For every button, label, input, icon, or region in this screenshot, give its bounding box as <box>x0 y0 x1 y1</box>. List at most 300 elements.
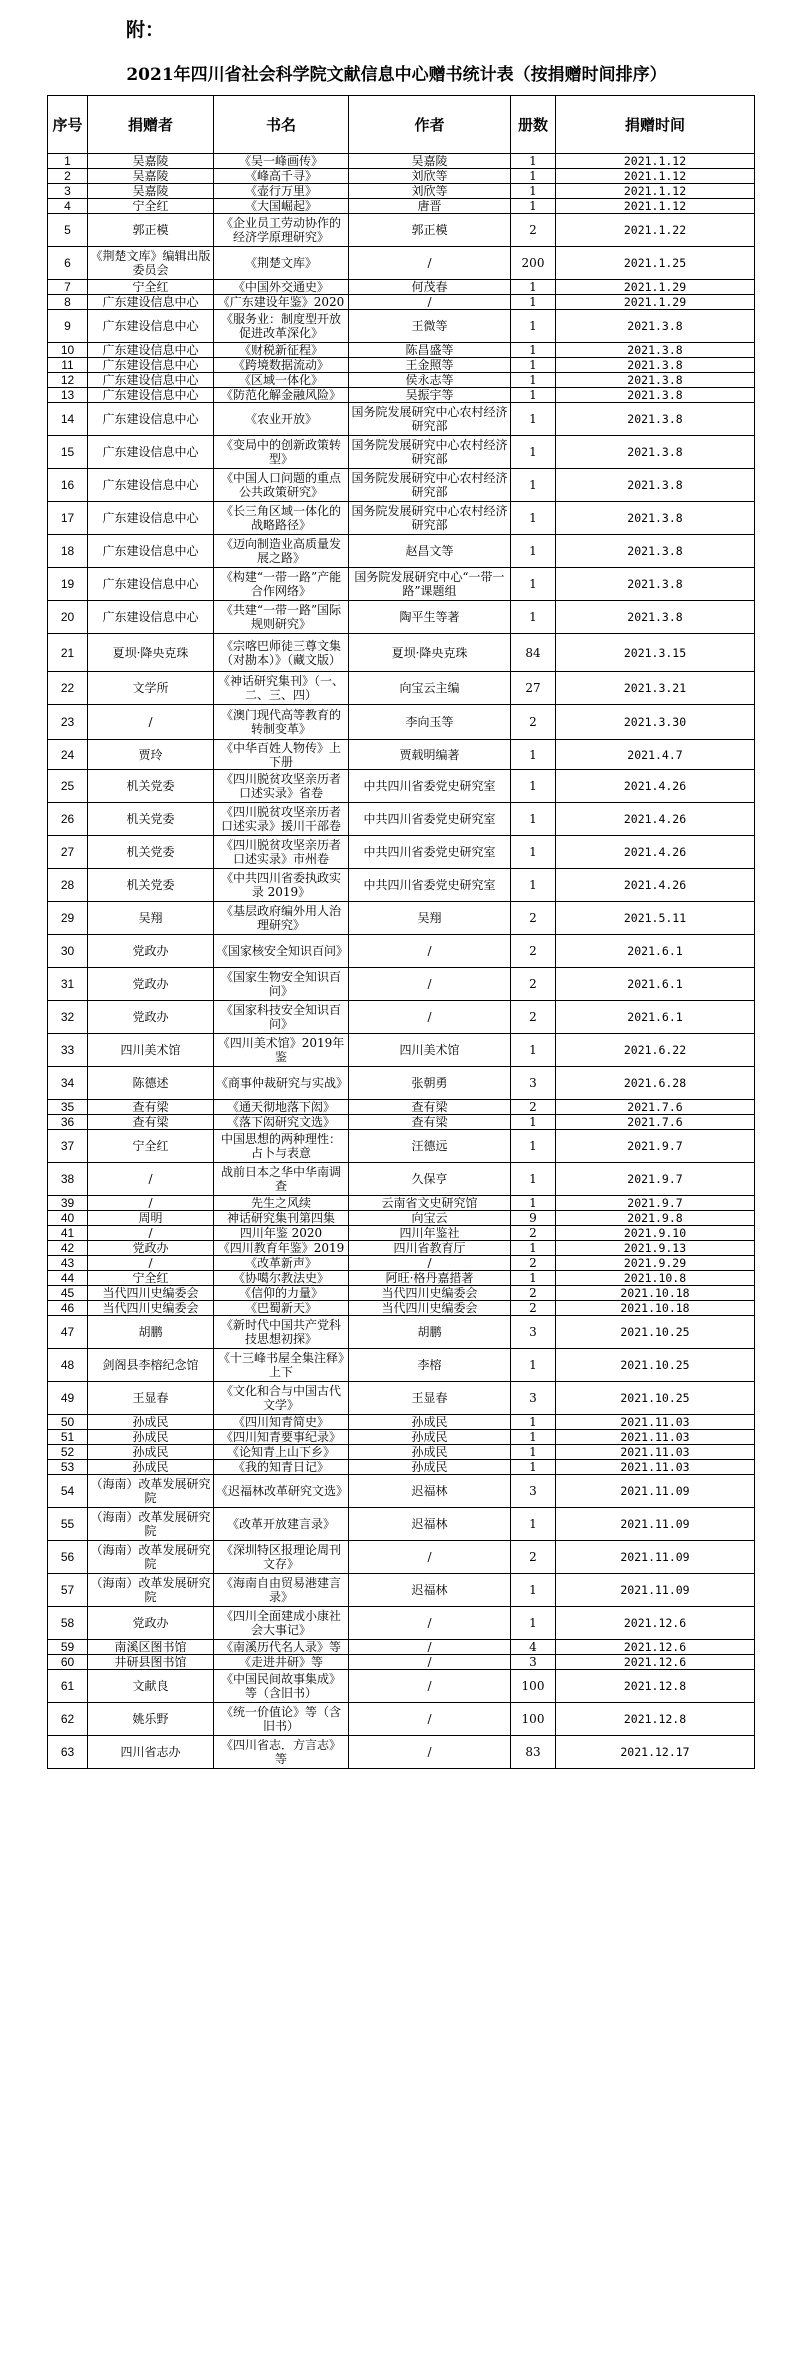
cell-date: 2021.4.26 <box>556 869 755 902</box>
cell-copies: 1 <box>511 836 556 869</box>
cell-number: 50 <box>48 1415 88 1430</box>
cell-donor: / <box>88 1256 214 1271</box>
cell-date: 2021.12.8 <box>556 1703 755 1736</box>
cell-donor: 宁全红 <box>88 199 214 214</box>
cell-book-title: 《财税新征程》 <box>214 343 349 358</box>
cell-book-title: 《中国外交通史》 <box>214 280 349 295</box>
cell-donor: 查有梁 <box>88 1115 214 1130</box>
cell-date: 2021.5.11 <box>556 902 755 935</box>
cell-copies: 83 <box>511 1736 556 1769</box>
appendix-label: 附： <box>126 19 165 41</box>
cell-number: 7 <box>48 280 88 295</box>
cell-donor: / <box>88 1226 214 1241</box>
cell-copies: 2 <box>511 1301 556 1316</box>
cell-copies: 4 <box>511 1640 556 1655</box>
table-row <box>48 1271 755 1286</box>
cell-book-title: 《商事仲裁研究与实战》 <box>214 1067 349 1100</box>
table-row <box>48 1256 755 1271</box>
cell-copies: 1 <box>511 1430 556 1445</box>
cell-author: 久保亨 <box>349 1163 511 1196</box>
cell-donor: 机关党委 <box>88 836 214 869</box>
cell-book-title: 《国家科技安全知识百问》 <box>214 1001 349 1034</box>
cell-number: 36 <box>48 1115 88 1130</box>
cell-author: 迟福林 <box>349 1574 511 1607</box>
cell-copies: 27 <box>511 672 556 705</box>
cell-author: 当代四川史编委会 <box>349 1301 511 1316</box>
cell-number: 2 <box>48 169 88 184</box>
cell-book-title: 《中国人口问题的重点公共政策研究》 <box>214 469 349 502</box>
cell-donor: 广东建设信息中心 <box>88 358 214 373</box>
cell-copies: 1 <box>511 1508 556 1541</box>
cell-copies: 1 <box>511 770 556 803</box>
cell-book-title: 《跨境数据流动》 <box>214 358 349 373</box>
cell-author: / <box>349 1607 511 1640</box>
cell-copies: 1 <box>511 469 556 502</box>
cell-date: 2021.12.6 <box>556 1655 755 1670</box>
cell-book-title: 《防范化解金融风险》 <box>214 388 349 403</box>
cell-copies: 1 <box>511 535 556 568</box>
cell-copies: 1 <box>511 280 556 295</box>
cell-donor: 广东建设信息中心 <box>88 373 214 388</box>
cell-book-title: 《巴蜀新天》 <box>214 1301 349 1316</box>
cell-copies: 1 <box>511 1034 556 1067</box>
table-row <box>48 295 755 310</box>
cell-number: 46 <box>48 1301 88 1316</box>
cell-author: 国务院发展研究中心农村经济研究部 <box>349 403 511 436</box>
cell-book-title: 《海南自由贸易港建言录》 <box>214 1574 349 1607</box>
cell-donor: 孙成民 <box>88 1430 214 1445</box>
cell-number: 48 <box>48 1349 88 1382</box>
cell-author: 孙成民 <box>349 1460 511 1475</box>
cell-number: 38 <box>48 1163 88 1196</box>
cell-number: 31 <box>48 968 88 1001</box>
cell-author: 当代四川史编委会 <box>349 1286 511 1301</box>
cell-date: 2021.1.12 <box>556 199 755 214</box>
cell-number: 47 <box>48 1316 88 1349</box>
table-row <box>48 935 755 968</box>
cell-number: 57 <box>48 1574 88 1607</box>
cell-donor: 广东建设信息中心 <box>88 601 214 634</box>
table-row <box>48 1607 755 1640</box>
cell-number: 25 <box>48 770 88 803</box>
cell-author: 国务院发展研究中心农村经济研究部 <box>349 469 511 502</box>
cell-donor: （海南）改革发展研究院 <box>88 1574 214 1607</box>
cell-author: 王显春 <box>349 1382 511 1415</box>
cell-author: / <box>349 1640 511 1655</box>
table-title: 2021年四川省社会科学院文献信息中心赠书统计表（按捐赠时间排序） <box>126 65 667 85</box>
cell-book-title: 《深圳特区报理论周刊文存》 <box>214 1541 349 1574</box>
cell-book-title: 《中华百姓人物传》上下册 <box>214 740 349 770</box>
cell-date: 2021.6.22 <box>556 1034 755 1067</box>
cell-book-title: 《吴一峰画传》 <box>214 154 349 169</box>
cell-number: 3 <box>48 184 88 199</box>
table-row <box>48 1001 755 1034</box>
table-row <box>48 388 755 403</box>
cell-book-title: 《基层政府编外用人治理研究》 <box>214 902 349 935</box>
cell-author: 王微等 <box>349 310 511 343</box>
cell-book-title: 《我的知青日记》 <box>214 1460 349 1475</box>
cell-number: 37 <box>48 1130 88 1163</box>
table-row <box>48 634 755 672</box>
cell-author: / <box>349 1655 511 1670</box>
cell-number: 58 <box>48 1607 88 1640</box>
table-row <box>48 803 755 836</box>
cell-author: 汪德远 <box>349 1130 511 1163</box>
col-header-date: 捐赠时间 <box>556 96 755 154</box>
cell-author: / <box>349 1670 511 1703</box>
cell-date: 2021.3.8 <box>556 535 755 568</box>
cell-book-title: 《变局中的创新政策转型》 <box>214 436 349 469</box>
cell-author: / <box>349 1256 511 1271</box>
cell-date: 2021.11.09 <box>556 1508 755 1541</box>
cell-book-title: 《构建“一带一路”产能合作网络》 <box>214 568 349 601</box>
cell-number: 55 <box>48 1508 88 1541</box>
cell-copies: 1 <box>511 403 556 436</box>
cell-donor: 文献良 <box>88 1670 214 1703</box>
cell-book-title: 《四川省志．方言志》等 <box>214 1736 349 1769</box>
cell-donor: 当代四川史编委会 <box>88 1286 214 1301</box>
cell-number: 27 <box>48 836 88 869</box>
cell-date: 2021.10.25 <box>556 1316 755 1349</box>
cell-number: 20 <box>48 601 88 634</box>
cell-copies: 1 <box>511 1415 556 1430</box>
col-header-copies: 册数 <box>511 96 556 154</box>
col-header-author: 作者 <box>349 96 511 154</box>
cell-donor: 查有梁 <box>88 1100 214 1115</box>
cell-date: 2021.6.1 <box>556 1001 755 1034</box>
cell-copies: 3 <box>511 1067 556 1100</box>
cell-date: 2021.1.22 <box>556 214 755 247</box>
cell-donor: 胡鹏 <box>88 1316 214 1349</box>
cell-date: 2021.3.15 <box>556 634 755 672</box>
cell-date: 2021.10.18 <box>556 1286 755 1301</box>
cell-author: 吴振宇等 <box>349 388 511 403</box>
cell-donor: （海南）改革发展研究院 <box>88 1475 214 1508</box>
cell-book-title: 《四川美术馆》2019年鉴 <box>214 1034 349 1067</box>
cell-copies: 1 <box>511 184 556 199</box>
cell-copies: 1 <box>511 295 556 310</box>
cell-author: / <box>349 295 511 310</box>
cell-copies: 3 <box>511 1316 556 1349</box>
cell-donor: 广东建设信息中心 <box>88 568 214 601</box>
cell-copies: 2 <box>511 1256 556 1271</box>
table-row <box>48 705 755 740</box>
cell-book-title: 《新时代中国共产党科技思想初探》 <box>214 1316 349 1349</box>
table-row <box>48 1382 755 1415</box>
cell-book-title: 《改革新声》 <box>214 1256 349 1271</box>
cell-author: / <box>349 968 511 1001</box>
cell-copies: 2 <box>511 968 556 1001</box>
cell-number: 52 <box>48 1445 88 1460</box>
cell-copies: 1 <box>511 1271 556 1286</box>
cell-date: 2021.3.8 <box>556 388 755 403</box>
cell-book-title: 《四川脱贫攻坚亲历者口述实录》市州卷 <box>214 836 349 869</box>
cell-donor: 广东建设信息中心 <box>88 469 214 502</box>
cell-number: 60 <box>48 1655 88 1670</box>
cell-author: 李向玉等 <box>349 705 511 740</box>
table-row <box>48 358 755 373</box>
cell-author: / <box>349 1703 511 1736</box>
cell-donor: 广东建设信息中心 <box>88 436 214 469</box>
cell-donor: 剑阁县李榕纪念馆 <box>88 1349 214 1382</box>
cell-book-title: 四川年鉴 2020 <box>214 1226 349 1241</box>
cell-copies: 100 <box>511 1703 556 1736</box>
cell-copies: 1 <box>511 502 556 535</box>
cell-date: 2021.3.21 <box>556 672 755 705</box>
table-row <box>48 770 755 803</box>
cell-donor: 吴嘉陵 <box>88 154 214 169</box>
cell-author: 唐晋 <box>349 199 511 214</box>
cell-book-title: 《大国崛起》 <box>214 199 349 214</box>
cell-copies: 2 <box>511 1001 556 1034</box>
cell-number: 1 <box>48 154 88 169</box>
cell-author: 四川年鉴社 <box>349 1226 511 1241</box>
cell-date: 2021.4.7 <box>556 740 755 770</box>
cell-donor: 王显春 <box>88 1382 214 1415</box>
cell-donor: 广东建设信息中心 <box>88 502 214 535</box>
cell-copies: 1 <box>511 740 556 770</box>
cell-copies: 1 <box>511 568 556 601</box>
cell-date: 2021.10.8 <box>556 1271 755 1286</box>
table-row <box>48 1574 755 1607</box>
cell-date: 2021.1.12 <box>556 169 755 184</box>
cell-book-title: 《文化和合与中国古代文学》 <box>214 1382 349 1415</box>
cell-donor: 宁全红 <box>88 280 214 295</box>
cell-number: 32 <box>48 1001 88 1034</box>
cell-author: 何茂春 <box>349 280 511 295</box>
cell-donor: 夏坝·降央克珠 <box>88 634 214 672</box>
cell-number: 35 <box>48 1100 88 1115</box>
cell-date: 2021.3.8 <box>556 310 755 343</box>
cell-number: 34 <box>48 1067 88 1100</box>
cell-number: 21 <box>48 634 88 672</box>
table-row <box>48 1034 755 1067</box>
cell-book-title: 《十三峰书屋全集注释》上下 <box>214 1349 349 1382</box>
cell-date: 2021.3.8 <box>556 343 755 358</box>
cell-donor: 广东建设信息中心 <box>88 310 214 343</box>
table-row <box>48 247 755 280</box>
cell-date: 2021.10.18 <box>556 1301 755 1316</box>
cell-date: 2021.1.12 <box>556 184 755 199</box>
cell-book-title: 《四川知青简史》 <box>214 1415 349 1430</box>
table-row <box>48 1508 755 1541</box>
cell-book-title: 《落下闳研究文选》 <box>214 1115 349 1130</box>
table-row <box>48 1301 755 1316</box>
cell-author: 刘欣等 <box>349 184 511 199</box>
table-row <box>48 199 755 214</box>
cell-book-title: 《区域一体化》 <box>214 373 349 388</box>
cell-author: 吴翔 <box>349 902 511 935</box>
cell-author: / <box>349 1541 511 1574</box>
cell-book-title: 《中国民间故事集成》等（含旧书） <box>214 1670 349 1703</box>
cell-author: 云南省文史研究馆 <box>349 1196 511 1211</box>
cell-donor: 党政办 <box>88 968 214 1001</box>
cell-author: 国务院发展研究中心农村经济研究部 <box>349 502 511 535</box>
cell-copies: 100 <box>511 1670 556 1703</box>
cell-book-title: 《共建“一带一路”国际规则研究》 <box>214 601 349 634</box>
table-row <box>48 1067 755 1100</box>
cell-copies: 3 <box>511 1382 556 1415</box>
table-row <box>48 1736 755 1769</box>
cell-book-title: 《国家核安全知识百问》 <box>214 935 349 968</box>
table-row <box>48 1130 755 1163</box>
cell-number: 53 <box>48 1460 88 1475</box>
cell-number: 16 <box>48 469 88 502</box>
cell-donor: 广东建设信息中心 <box>88 343 214 358</box>
cell-book-title: 《壶行万里》 <box>214 184 349 199</box>
table-row <box>48 1655 755 1670</box>
cell-date: 2021.7.6 <box>556 1100 755 1115</box>
cell-author: 陈昌盛等 <box>349 343 511 358</box>
cell-author: 张朝勇 <box>349 1067 511 1100</box>
cell-number: 29 <box>48 902 88 935</box>
cell-donor: 党政办 <box>88 935 214 968</box>
table-row <box>48 502 755 535</box>
table-row <box>48 1226 755 1241</box>
cell-date: 2021.6.1 <box>556 935 755 968</box>
table-row <box>48 343 755 358</box>
cell-copies: 2 <box>511 1541 556 1574</box>
cell-copies: 2 <box>511 902 556 935</box>
cell-author: 迟福林 <box>349 1475 511 1508</box>
cell-date: 2021.6.1 <box>556 968 755 1001</box>
cell-date: 2021.3.8 <box>556 403 755 436</box>
table-row <box>48 869 755 902</box>
cell-book-title: 《荆楚文库》 <box>214 247 349 280</box>
cell-donor: 党政办 <box>88 1241 214 1256</box>
cell-author: / <box>349 1001 511 1034</box>
cell-author: 中共四川省委党史研究室 <box>349 770 511 803</box>
cell-donor: 吴翔 <box>88 902 214 935</box>
cell-author: 迟福林 <box>349 1508 511 1541</box>
cell-book-title: 中国思想的两种理性：占卜与表意 <box>214 1130 349 1163</box>
table-row <box>48 403 755 436</box>
cell-donor: 机关党委 <box>88 869 214 902</box>
cell-copies: 3 <box>511 1655 556 1670</box>
cell-author: 中共四川省委党史研究室 <box>349 869 511 902</box>
cell-copies: 1 <box>511 169 556 184</box>
cell-book-title: 先生之风续 <box>214 1196 349 1211</box>
cell-number: 19 <box>48 568 88 601</box>
col-header-book-title: 书名 <box>214 96 349 154</box>
cell-donor: 孙成民 <box>88 1445 214 1460</box>
table-row <box>48 902 755 935</box>
cell-date: 2021.1.29 <box>556 280 755 295</box>
cell-copies: 3 <box>511 1475 556 1508</box>
table-row <box>48 1349 755 1382</box>
cell-copies: 1 <box>511 1196 556 1211</box>
table-row <box>48 1430 755 1445</box>
cell-number: 26 <box>48 803 88 836</box>
cell-book-title: 《南溪历代名人录》等 <box>214 1640 349 1655</box>
cell-donor: 孙成民 <box>88 1460 214 1475</box>
cell-author: 向宝云 <box>349 1211 511 1226</box>
table-row <box>48 214 755 247</box>
cell-date: 2021.4.26 <box>556 770 755 803</box>
table-row <box>48 1475 755 1508</box>
cell-number: 45 <box>48 1286 88 1301</box>
cell-author: 陶平生等著 <box>349 601 511 634</box>
cell-copies: 1 <box>511 154 556 169</box>
cell-number: 12 <box>48 373 88 388</box>
cell-number: 15 <box>48 436 88 469</box>
cell-donor: （海南）改革发展研究院 <box>88 1508 214 1541</box>
cell-date: 2021.11.09 <box>556 1574 755 1607</box>
cell-date: 2021.7.6 <box>556 1115 755 1130</box>
cell-author: 胡鹏 <box>349 1316 511 1349</box>
table-row <box>48 1115 755 1130</box>
cell-number: 63 <box>48 1736 88 1769</box>
cell-author: / <box>349 247 511 280</box>
cell-copies: 1 <box>511 1115 556 1130</box>
cell-book-title: 《神话研究集刊》（一、二、三、四） <box>214 672 349 705</box>
cell-date: 2021.11.03 <box>556 1445 755 1460</box>
cell-book-title: 《统一价值论》等（含旧书） <box>214 1703 349 1736</box>
cell-number: 41 <box>48 1226 88 1241</box>
cell-donor: / <box>88 705 214 740</box>
cell-date: 2021.10.25 <box>556 1349 755 1382</box>
cell-donor: 吴嘉陵 <box>88 184 214 199</box>
cell-date: 2021.9.7 <box>556 1196 755 1211</box>
cell-book-title: 《改革开放建言录》 <box>214 1508 349 1541</box>
cell-date: 2021.4.26 <box>556 803 755 836</box>
cell-book-title: 《迟福林改革研究文选》 <box>214 1475 349 1508</box>
cell-copies: 1 <box>511 1460 556 1475</box>
cell-author: 贾载明编著 <box>349 740 511 770</box>
cell-donor: 井研县图书馆 <box>88 1655 214 1670</box>
cell-copies: 1 <box>511 436 556 469</box>
table-row <box>48 1445 755 1460</box>
cell-number: 23 <box>48 705 88 740</box>
cell-number: 43 <box>48 1256 88 1271</box>
cell-number: 40 <box>48 1211 88 1226</box>
cell-copies: 84 <box>511 634 556 672</box>
cell-book-title: 《四川全面建成小康社会大事记》 <box>214 1607 349 1640</box>
cell-book-title: 《长三角区域一体化的战略路径》 <box>214 502 349 535</box>
header-row <box>48 96 755 154</box>
cell-author: 国务院发展研究中心“一带一路”课题组 <box>349 568 511 601</box>
cell-book-title: 《服务业：制度型开放促进改革深化》 <box>214 310 349 343</box>
cell-date: 2021.3.8 <box>556 436 755 469</box>
cell-copies: 1 <box>511 869 556 902</box>
cell-book-title: 《国家生物安全知识百问》 <box>214 968 349 1001</box>
cell-donor: 贾玲 <box>88 740 214 770</box>
cell-date: 2021.11.03 <box>556 1430 755 1445</box>
cell-date: 2021.9.13 <box>556 1241 755 1256</box>
cell-date: 2021.6.28 <box>556 1067 755 1100</box>
cell-date: 2021.1.12 <box>556 154 755 169</box>
cell-number: 11 <box>48 358 88 373</box>
cell-donor: 郭正模 <box>88 214 214 247</box>
cell-copies: 200 <box>511 247 556 280</box>
table-row <box>48 436 755 469</box>
cell-donor: 当代四川史编委会 <box>88 1301 214 1316</box>
cell-author: 王金照等 <box>349 358 511 373</box>
cell-copies: 2 <box>511 214 556 247</box>
table-row <box>48 1541 755 1574</box>
cell-book-title: 《论知青上山下乡》 <box>214 1445 349 1460</box>
table-row <box>48 1241 755 1256</box>
cell-number: 44 <box>48 1271 88 1286</box>
cell-number: 22 <box>48 672 88 705</box>
table-row <box>48 1316 755 1349</box>
cell-date: 2021.3.8 <box>556 469 755 502</box>
cell-donor: 南溪区图书馆 <box>88 1640 214 1655</box>
cell-number: 4 <box>48 199 88 214</box>
cell-date: 2021.11.09 <box>556 1475 755 1508</box>
cell-date: 2021.3.8 <box>556 502 755 535</box>
cell-number: 33 <box>48 1034 88 1067</box>
